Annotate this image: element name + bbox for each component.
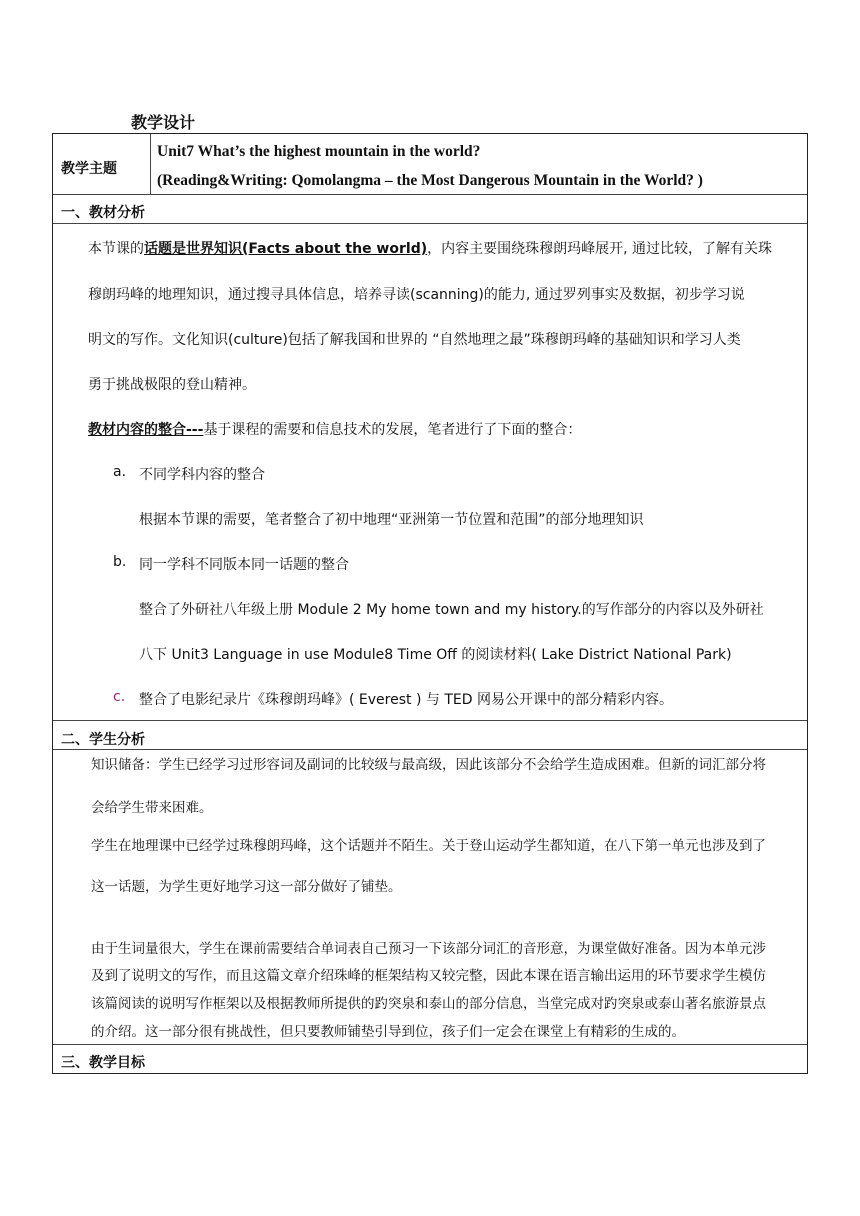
list-marker-a: a.: [113, 464, 127, 480]
row-divider: [53, 194, 807, 195]
section-heading-student-analysis: 二、学生分析: [61, 732, 145, 748]
list-item-body: 整合了电影纪录片《珠穆朗玛峰》( Everest ) 与 TED 网易公开课中的部分精彩内容。: [139, 692, 673, 708]
text-run: ，内容主要围绕珠穆朗玛峰展开, 通过比较，了解有关珠: [427, 241, 773, 257]
list-item-body: 八下 Unit3 Language in use Module8 Time Off 的阅读材料( Lake District National Park): [139, 647, 732, 663]
row-divider: [53, 749, 807, 750]
list-item-title: 同一学科不同版本同一话题的整合: [139, 557, 349, 573]
section-heading-teaching-objectives: 三、教学目标: [61, 1055, 145, 1071]
list-marker-c: c.: [113, 689, 126, 705]
paragraph-line: [88, 238, 772, 258]
paragraph-line: 明文的写作。文化知识(culture)包括了解我国和世界的 “自然地理之最”珠穆朗玛峰的基础知识和学习人类: [88, 332, 741, 348]
paragraph-line: 这一话题，为学生更好地学习这一部分做好了铺垫。: [91, 879, 402, 895]
paragraph-line: 由于生词量很大，学生在课前需要结合单词表自己预习一下该部分词汇的音形意，为课堂做好准备。因为本单元涉: [91, 941, 766, 957]
text-run: 基于课程的需要和信息技术的发展，笔者进行了下面的整合：: [203, 422, 582, 438]
paragraph-line: 该篇阅读的说明写作框架以及根据教师所提供的趵突泉和泰山的部分信息，当堂完成对趵突泉或泰山著名旅游景点: [91, 996, 766, 1012]
list-item-title: 不同学科内容的整合: [139, 467, 265, 483]
list-item-body: 整合了外研社八年级上册 Module 2 My home town and my history.的写作部分的内容以及外研社: [139, 602, 764, 618]
row-divider: [53, 1044, 807, 1045]
list-item-body: 根据本节课的需要，笔者整合了初中地理“亚洲第一节位置和范围”的部分地理知识: [139, 512, 644, 528]
paragraph-line: 穆朗玛峰的地理知识，通过搜寻具体信息，培养寻读(scanning)的能力, 通过罗列事实及数据，初步学习说: [88, 287, 745, 303]
paragraph-line: [88, 419, 581, 439]
topic-label: 教学主题: [61, 161, 117, 177]
paragraph-line: 学生在地理课中已经学过珠穆朗玛峰，这个话题并不陌生。关于登山运动学生都知道，在八下第一单元也涉及到了: [91, 838, 766, 854]
paragraph-line: 勇于挑战极限的登山精神。: [88, 377, 256, 393]
document-title: 教学设计: [131, 113, 196, 132]
text-run: 本节课的: [88, 241, 144, 257]
paragraph-line: 及到了说明文的写作，而且这篇文章介绍珠峰的框架结构又较完整，因此本课在语言输出运用的环节要求学生模仿: [91, 968, 766, 984]
topic-title-line1: Unit7 What’s the highest mountain in the world?: [157, 143, 481, 160]
row-divider: [53, 223, 807, 224]
lesson-design-table: [52, 133, 808, 1074]
list-marker-b: b.: [113, 554, 127, 570]
paragraph-line: 会给学生带来困难。: [91, 800, 213, 816]
row-divider: [53, 720, 807, 721]
topic-title-line2: (Reading&Writing: Qomolangma – the Most Dangerous Mountain in the World? ): [157, 172, 703, 189]
topic-emphasis: 话题是世界知识(Facts about the world): [144, 241, 428, 257]
section-heading-textbook-analysis: 一、教材分析: [61, 205, 145, 221]
integration-emphasis: 教材内容的整合---: [88, 422, 204, 438]
paragraph-line: 知识储备：学生已经学习过形容词及副词的比较级与最高级，因此该部分不会给学生造成困难。但新的词汇部分将: [91, 757, 766, 773]
paragraph-line: 的介绍。这一部分很有挑战性，但只要教师铺垫引导到位，孩子们一定会在课堂上有精彩的生成的。: [91, 1024, 685, 1040]
topic-divider: [150, 134, 151, 194]
